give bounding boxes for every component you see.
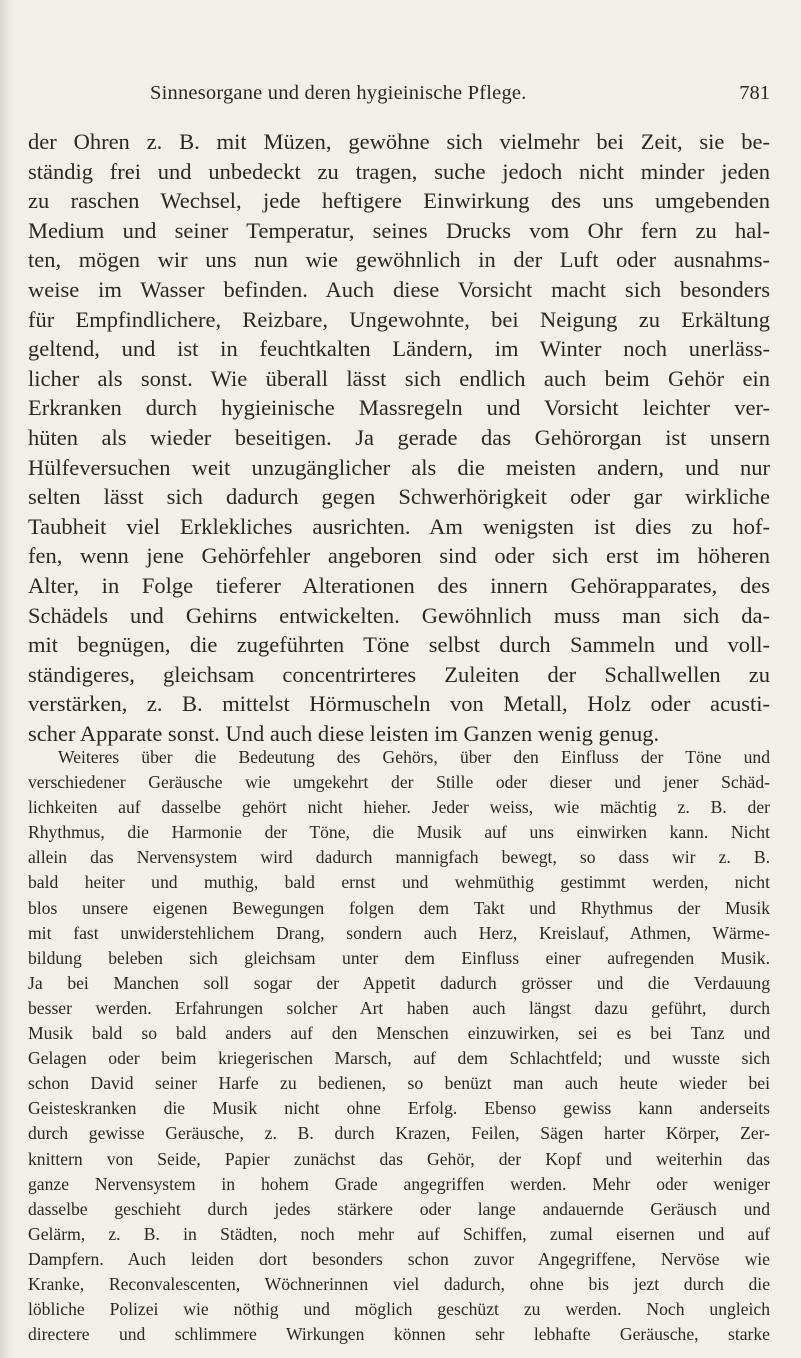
note-line: besser werden. Erfahrungen solcher Art haben auch längst dazu geführt, durch — [28, 997, 770, 1018]
text-line: scher Apparate sonst. Und auch diese leisten im Ganzen wenig genug. — [28, 720, 660, 746]
note-line: Weiteres über die Bedeutung des Gehörs, über den Einfluss der Töne und — [58, 747, 770, 767]
note-line: bildung beleben sich gleichsam unter dem Einfluss einer aufregenden Musik. — [28, 947, 770, 968]
note-line: Geisteskranken die Musik nicht ohne Erfolg. Ebenso gewiss kann anderseits — [28, 1098, 770, 1119]
text-line: der Ohren z. B. mit Müzen, gewöhne sich vielmehr bei Zeit, sie be- — [28, 129, 770, 154]
note-line: Dampfern. Auch leiden dort besonders schon zuvor Angegriffene, Nervöse wie — [28, 1248, 770, 1269]
text-line: mit begnügen, die zugeführten Töne selbst durch Sammeln und voll- — [28, 632, 770, 658]
text-line: fen, wenn jene Gehörfehler angeboren sind oder sich erst im höheren — [28, 543, 770, 569]
note-line: allein das Nervensystem wird dadurch mannigfach bewegt, so dass wir z. B. — [28, 847, 770, 868]
note-line: directere und schlimmere Wirkungen können sehr lebhafte Geräusche, starke — [28, 1324, 770, 1345]
page-number: 781 — [739, 82, 770, 104]
note-line: dasselbe geschieht durch jedes stärkere oder lange andauernde Geräusch und — [28, 1198, 770, 1219]
text-line: licher als sonst. Wie überall lässt sich endlich auch beim Gehör ein — [28, 365, 770, 391]
text-line: Taubheit viel Erklekliches ausrichten. Am wenigsten ist dies zu hof- — [28, 513, 770, 539]
header-title: Sinnesorgane und deren hygieinische Pflege. — [150, 82, 527, 104]
text-line: geltend, und ist in feuchtkalten Ländern, im Winter noch unerläss- — [28, 336, 770, 362]
note-line: Musik bald so bald anders auf den Menschen einzuwirken, sei es bei Tanz und — [28, 1023, 770, 1044]
note-line: löbliche Polizei wie nöthig und möglich geschüzt zu werden. Noch ungleich — [28, 1299, 770, 1320]
note-line: Gelagen oder beim kriegerischen Marsch, auf dem Schlachtfeld; und wusste sich — [28, 1048, 770, 1069]
text-line: Alter, in Folge tieferer Alterationen des innern Gehörapparates, des — [28, 572, 770, 598]
text-line: ständig frei und unbedeckt zu tragen, suche jedoch nicht minder jeden — [28, 158, 770, 184]
text-line: ständigeres, gleichsam concentrirteres Zuleiten der Schallwellen zu — [28, 661, 770, 687]
text-line: hüten als wieder beseitigen. Ja gerade das Gehörorgan ist unsern — [28, 424, 770, 450]
note-line: mit fast unwiderstehlichem Drang, sondern auch Herz, Kreislauf, Athmen, Wärme- — [28, 922, 770, 943]
note-line: lichkeiten auf dasselbe gehört nicht hieher. Jeder weiss, wie mächtig z. B. der — [28, 797, 770, 818]
text-line: selten lässt sich dadurch gegen Schwerhörigkeit oder gar wirkliche — [28, 484, 770, 510]
note-line: schon David seiner Harfe zu bedienen, so benüzt man auch heute wieder bei — [28, 1073, 770, 1094]
text-line: verstärken, z. B. mittelst Hörmuscheln von Metall, Holz oder acusti- — [28, 691, 770, 717]
text-line: Schädels und Gehirns entwickelten. Gewöhnlich muss man sich da- — [28, 602, 770, 628]
note-line: ganze Nervensystem in hohem Grade angegriffen werden. Mehr oder weniger — [28, 1173, 770, 1194]
text-line: zu raschen Wechsel, jede heftigere Einwirkung des uns umgebenden — [28, 188, 770, 214]
note-line: Rhythmus, die Harmonie der Töne, die Musik auf uns einwirken kann. Nicht — [28, 822, 770, 843]
running-header — [150, 82, 770, 112]
note-line: blos unsere eigenen Bewegungen folgen dem Takt und Rhythmus der Musik — [28, 897, 770, 918]
note-line: bald heiter und muthig, bald ernst und wehmüthig gestimmt werden, nicht — [28, 872, 770, 893]
note-line: Kranke, Reconvalescenten, Wöchnerinnen viel dadurch, ohne bis jezt durch die — [28, 1273, 770, 1294]
text-line: weise im Wasser befinden. Auch diese Vorsicht macht sich besonders — [28, 276, 770, 302]
note-line: Ja bei Manchen soll sogar der Appetit dadurch grösser und die Verdauung — [28, 972, 770, 993]
note-line: verschiedener Geräusche wie umgekehrt der Stille oder dieser und jener Schäd- — [28, 772, 770, 793]
note-line: Gelärm, z. B. in Städten, noch mehr auf Schiffen, zumal eisernen und auf — [28, 1223, 770, 1244]
note-line: durch gewisse Geräusche, z. B. durch Krazen, Feilen, Sägen harter Körper, Zer- — [28, 1123, 770, 1144]
text-line: für Empfindlichere, Reizbare, Ungewohnte, bei Neigung zu Erkältung — [28, 306, 770, 332]
text-line: Hülfeversuchen weit unzugänglicher als die meisten andern, und nur — [28, 454, 770, 480]
footnote-text — [28, 745, 770, 1347]
text-line: Erkranken durch hygieinische Massregeln und Vorsicht leichter ver- — [28, 395, 770, 421]
text-line: Medium und seiner Temperatur, seines Drucks vom Ohr fern zu hal- — [28, 217, 770, 243]
main-text — [28, 127, 770, 748]
note-line: knittern von Seide, Papier zunächst das Gehör, der Kopf und weiterhin das — [28, 1148, 770, 1169]
page-binding-edge — [0, 0, 14, 1358]
text-line: ten, mögen wir uns nun wie gewöhnlich in der Luft oder ausnahms- — [28, 247, 770, 273]
